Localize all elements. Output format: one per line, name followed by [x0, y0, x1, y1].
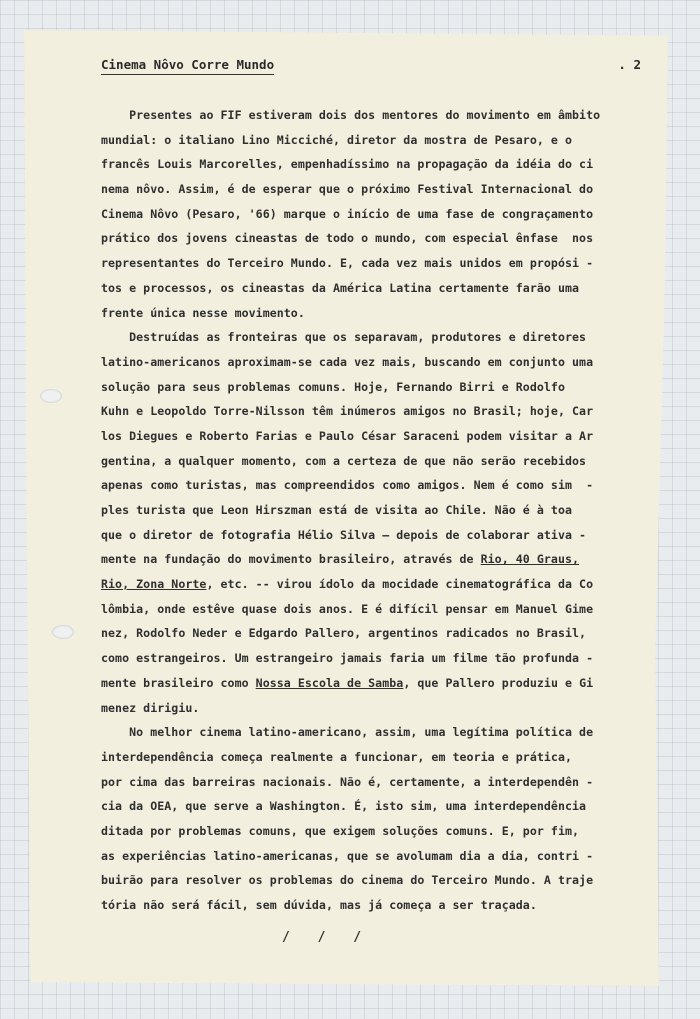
text-segment: apenas como turistas, mas compreendidos como amigos. Nem é como sim - [101, 478, 594, 493]
document-title: Cinema Nôvo Corre Mundo [101, 57, 274, 75]
text-segment: ditada por problemas comuns, que exigem soluções comuns. E, por fim, [101, 823, 580, 838]
page-header [101, 57, 641, 77]
text-line [101, 720, 649, 745]
text-line [101, 375, 649, 400]
text-segment: gentina, a qualquer momento, com a certeza de que não serão recebidos [101, 453, 587, 468]
text-line [101, 325, 649, 350]
text-line [101, 202, 649, 227]
text-segment: interdependência começa realmente a funcionar, em teoria e prática, [101, 749, 573, 764]
text-segment: por cima das barreiras nacionais. Não é, certamente, a interdependên - [101, 774, 594, 789]
punch-hole-top [40, 389, 62, 403]
text-segment: nez, Rodolfo Neder e Edgardo Pallero, argentinos radicados no Brasil, [101, 626, 587, 641]
text-segment: as experiências latino-americanas, que se avolumam dia a dia, contri - [101, 848, 594, 863]
text-segment: tos e processos, os cineastas da América Latina certamente farão uma [101, 280, 580, 295]
text-line [101, 770, 649, 795]
text-segment: prático dos jovens cineastas de todo o mundo, com especial ênfase nos [101, 231, 594, 246]
text-segment: menez dirigiu. [101, 700, 200, 715]
punch-hole-bottom [52, 625, 74, 639]
text-segment: Cinema Nôvo (Pesaro, '66) marque o início de uma fase de congraçamento [101, 206, 594, 221]
text-line [101, 597, 649, 622]
text-segment: solução para seus problemas comuns. Hoje, Fernando Birri e Rodolfo [101, 379, 565, 394]
text-segment: mente brasileiro como [101, 675, 256, 690]
text-line [101, 128, 649, 153]
text-segment: Kuhn e Leopoldo Torre-Nilsson têm inúmeros amigos no Brasil; hoje, Car [101, 404, 594, 419]
text-line [101, 276, 649, 301]
text-segment: latino-americanos aproximam-se cada vez mais, buscando em conjunto uma [101, 354, 594, 369]
text-segment: mente na fundação do movimento brasileiro, através de [101, 552, 481, 567]
text-line [101, 572, 649, 597]
text-line [101, 547, 649, 572]
text-segment: tória não será fácil, sem dúvida, mas já começa a ser traçada. [101, 898, 537, 912]
text-line [101, 745, 649, 770]
text-line [101, 523, 649, 548]
text-line [101, 498, 649, 523]
text-line [101, 226, 649, 251]
text-segment: como estrangeiros. Um estrangeiro jamais faria um filme tão profunda - [101, 651, 594, 666]
text-segment: los Diegues e Roberto Farias e Paulo César Saraceni podem visitar a Ar [101, 428, 594, 443]
text-segment: lômbia, onde estêve quase dois anos. E é difícil pensar em Manuel Gime [101, 601, 594, 616]
text-segment: cia da OEA, que serve a Washington. É, isto sim, uma interdependência [101, 799, 587, 814]
text-line [101, 696, 649, 721]
text-line [101, 177, 649, 202]
underlined-title: Rio, Zona Norte [101, 577, 207, 592]
page-number: . 2 [618, 57, 641, 72]
text-segment: representantes do Terceiro Mundo. E, cada vez mais unidos em propósi - [101, 256, 594, 271]
text-line [101, 646, 649, 671]
body-text [101, 103, 649, 918]
text-line [101, 794, 649, 819]
text-line [101, 893, 649, 918]
text-line [101, 819, 649, 844]
text-segment: frente única nesse movimento. [101, 305, 305, 320]
underlined-title: Rio, 40 Graus, [480, 552, 580, 567]
text-line [101, 424, 649, 449]
text-segment: francês Louis Marcorelles, empenhadíssimo na propagação da idéia do ci [101, 157, 594, 172]
text-line [101, 350, 649, 375]
text-line [101, 251, 649, 276]
text-segment: , etc. -- virou ídolo da mocidade cinematográfica da Co [206, 577, 594, 592]
text-line [101, 399, 649, 424]
text-segment: No melhor cinema latino-americano, assim, uma legítima política de [101, 725, 594, 740]
underlined-title: Nossa Escola de Samba [255, 675, 404, 690]
text-line [101, 473, 649, 498]
text-line [101, 671, 649, 696]
text-line [101, 152, 649, 177]
text-segment: , que Pallero produziu e Gi [403, 675, 594, 690]
text-segment: nema nôvo. Assim, é de esperar que o próximo Festival Internacional do [101, 182, 594, 197]
text-line [101, 868, 649, 893]
text-segment: Destruídas as fronteiras que os separavam, produtores e diretores [101, 330, 587, 345]
text-segment: mundial: o italiano Lino Micciché, diretor da mostra de Pesaro, e o [101, 132, 573, 147]
text-segment: Presentes ao FIF estiveram dois dos mentores do movimento em âmbito [101, 108, 601, 122]
text-segment: buirão para resolver os problemas do cinema do Terceiro Mundo. A traje [101, 873, 594, 888]
text-line [101, 621, 649, 646]
text-line [101, 449, 649, 474]
text-line [101, 103, 649, 128]
text-line [101, 301, 649, 326]
text-line [101, 844, 649, 869]
text-segment: que o diretor de fotografia Hélio Silva — depois de colaborar ativa - [101, 527, 587, 542]
end-mark: / / / [282, 930, 372, 945]
text-segment: ples turista que Leon Hirszman está de visita ao Chile. Não é à toa [101, 503, 573, 517]
